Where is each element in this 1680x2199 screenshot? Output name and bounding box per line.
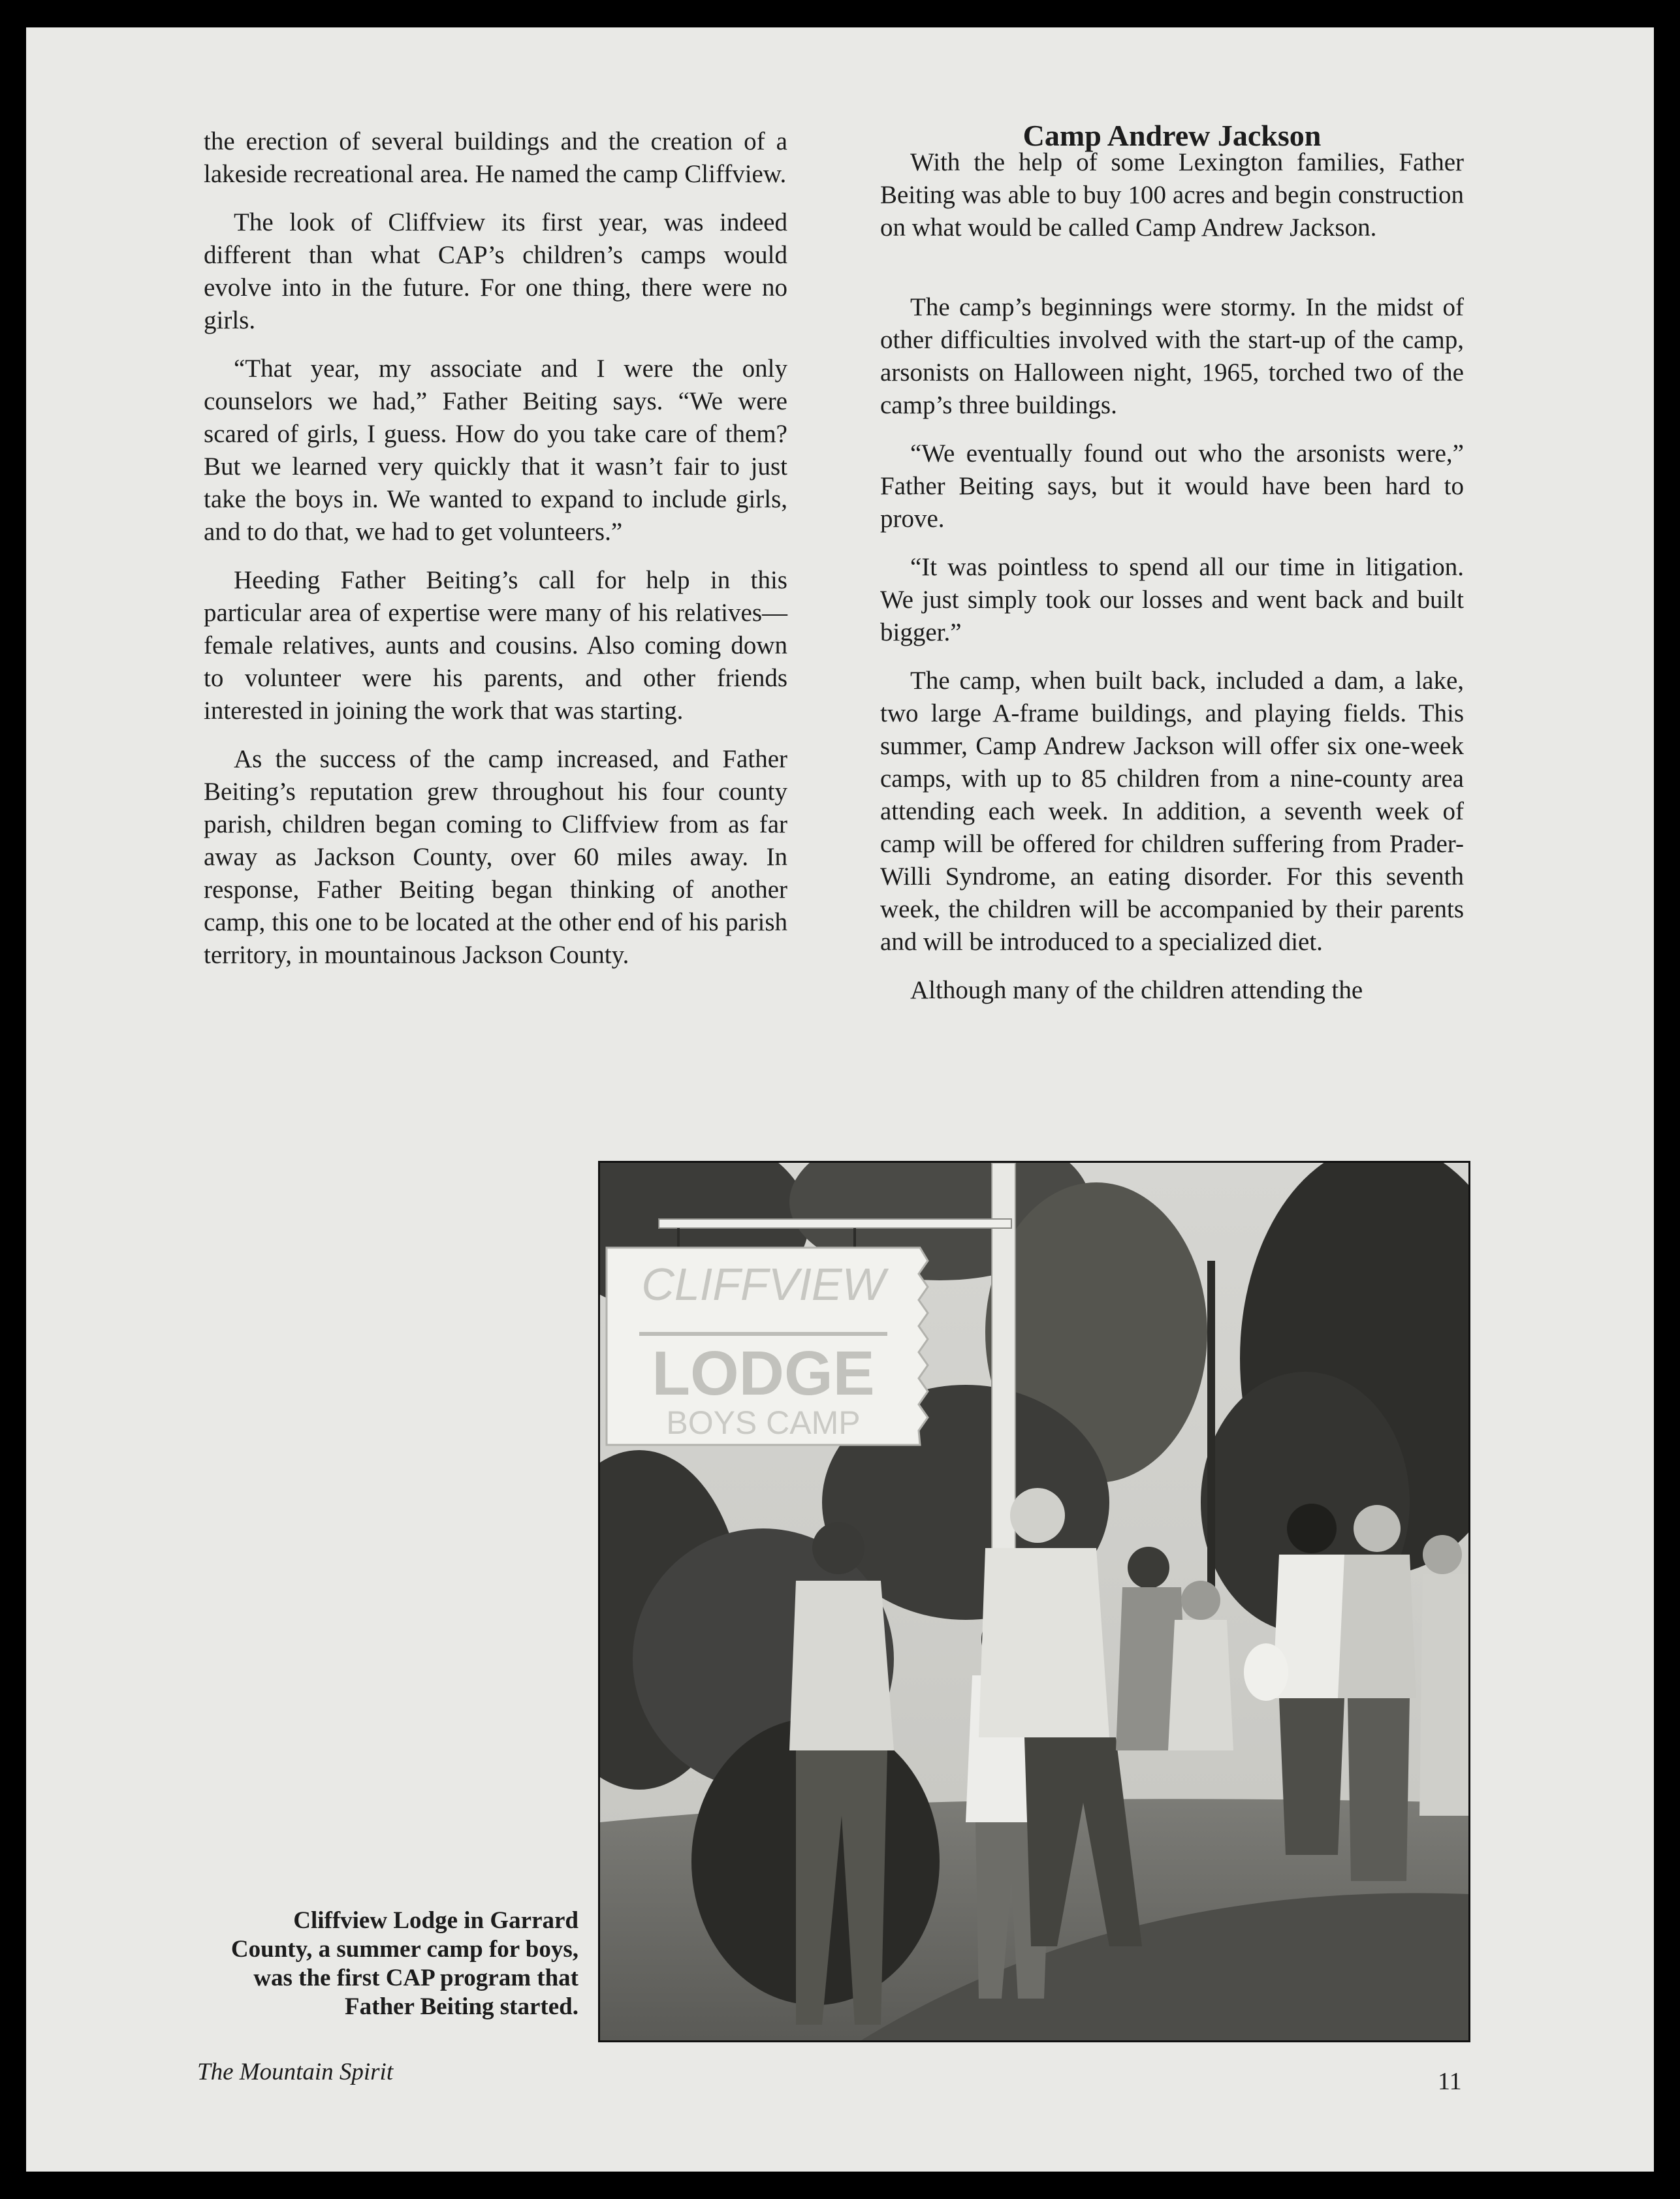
body-paragraph: With the help of some Lexington families, Father Beiting was able to buy 100 acres and begin construction on what would be called Camp Andrew Jackson. — [880, 148, 1464, 242]
sign-line-3: BOYS CAMP — [666, 1404, 861, 1441]
page-number: 11 — [1438, 2068, 1462, 2095]
body-paragraph: The look of Cliffview its first year, was indeed different than what CAP’s children’s camps would evolve into in the future. For one thing, there were no girls. — [204, 208, 787, 334]
camp-photo — [598, 1161, 1470, 2042]
body-paragraph: “That year, my associate and I were the only counselors we had,” Father Beiting says. “We were scared of girls, I guess. How do you take care of them? But we learned very quickly that it wasn’t fair to just take the boys in. We wanted to expand to include girls, and to do that, we had to get volunteers.” — [204, 355, 787, 546]
utility-pole — [1207, 1261, 1215, 1600]
body-paragraph: “We eventually found out who the arsonists were,” Father Beiting says, but it would have been hard to prove. — [880, 439, 1464, 533]
body-paragraph: The camp, when built back, included a dam, a lake, two large A-frame buildings, and playing fields. This summer, Camp Andrew Jackson will offer six one-week camps, with up to 85 children from a nine-county area attending each week. In addition, a seventh week of camp will be offered for children suffering from Prader-Willi Syndrome, an eating disorder. For this seventh week, the children will be accompanied by their parents and will be introduced to a specialized diet. — [880, 667, 1464, 956]
body-paragraph: “It was pointless to spend all our time in litigation. We just simply took our losses and went back and built bigger.” — [880, 553, 1464, 646]
body-paragraph: As the success of the camp increased, and Father Beiting’s reputation grew throughout his four county parish, children began coming to Cliffview from as far away as Jackson County, over 60 miles away. In response, Father Beiting began thinking of another camp, this one to be located at the other end of his parish territory, in mountainous Jackson County. — [204, 745, 787, 969]
magazine-page — [26, 27, 1654, 2172]
section-heading: Camp Andrew Jackson — [1022, 119, 1322, 152]
right-text-column — [880, 146, 1464, 1022]
body-paragraph: The camp’s beginnings were stormy. In the midst of other difficulties involved with the start-up of the camp, arsonists on Halloween night, 1965, torched two of the camp’s three buildings. — [880, 293, 1464, 419]
publication-title: The Mountain Spirit — [197, 2059, 394, 2085]
photo-caption: Cliffview Lodge in Garrard County, a summer camp for boys, was the first CAP program that Father Beiting started. — [230, 1907, 578, 2020]
cliffview-lodge-sign — [607, 1248, 928, 1445]
sign-line-2: LODGE — [652, 1338, 875, 1408]
sign-arm — [659, 1219, 1011, 1228]
sign-line-1: CLIFFVIEW — [641, 1259, 885, 1310]
camp-photo-illustration — [600, 1163, 1468, 2040]
body-paragraph: Although many of the children attending the — [910, 976, 1363, 1004]
body-paragraph: Heeding Father Beiting’s call for help in this particular area of expertise were many of his relatives—female relatives, aunts and cousins. Also coming down to volunteer were his parents, and other friends interested in joining the work that was starting. — [204, 566, 787, 725]
body-paragraph: the erection of several buildings and the creation of a lakeside recreational area. He named the camp Cliffview. — [204, 127, 787, 188]
left-text-column — [204, 125, 787, 987]
